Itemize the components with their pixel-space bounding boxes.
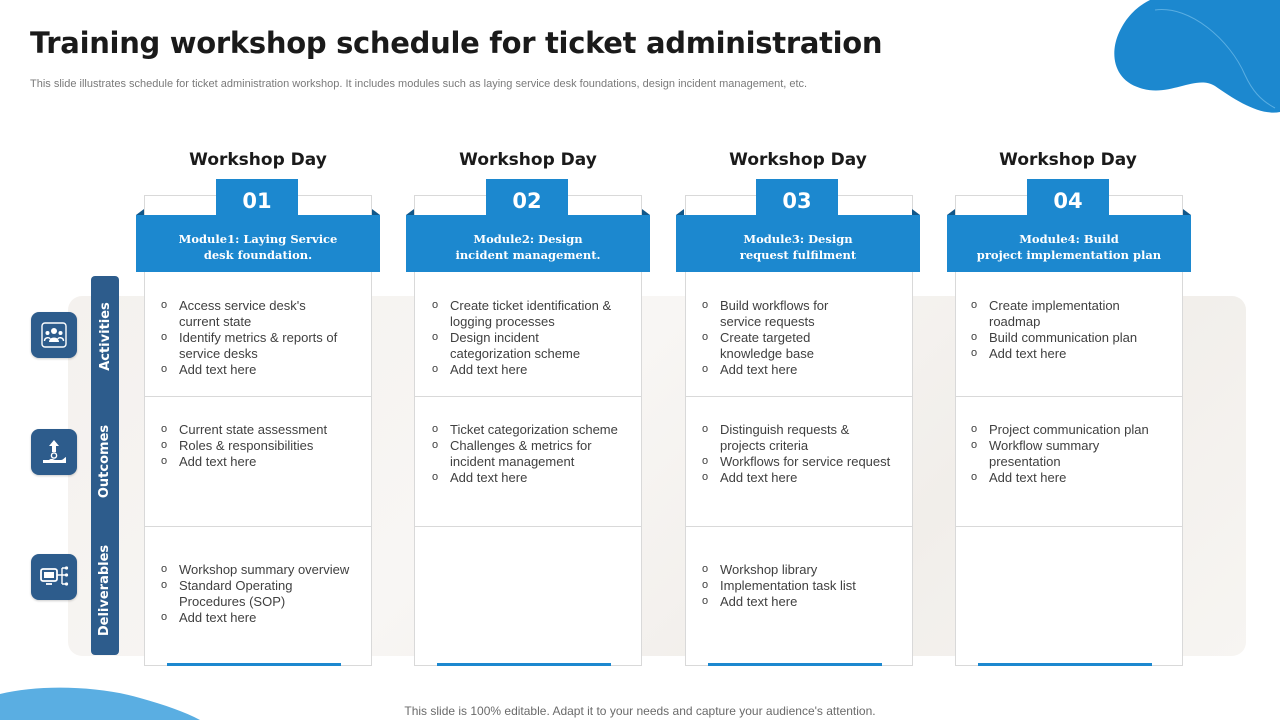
workshop-day-heading: Workshop Day [729,150,867,170]
row-label-outcomes: Outcomes [97,424,113,498]
list-item: o Add text here [701,594,911,610]
list-item: o Workshop library [701,562,911,578]
list-item: o Add text here [431,470,641,486]
activities-cell [701,298,911,378]
monitor-network-icon [31,554,77,600]
activities-cell [970,298,1180,362]
list-item: o Design incident categorization scheme [431,330,641,362]
list-item: o Roles & responsibilities [160,438,370,454]
slide-footer: This slide is 100% editable. Adapt it to your needs and capture your audience's attention. [404,704,876,718]
module-title: Module3: Design request fulfilment [739,232,857,262]
list-item: o Add text here [160,610,370,626]
list-item: o Identify metrics & reports of service desks [160,330,370,362]
outcomes-cell [160,422,370,470]
list-item: o Standard Operating Procedures (SOP) [160,578,370,610]
list-item: o Challenges & metrics for incident management [431,438,641,470]
list-item: o Ticket categorization scheme [431,422,641,438]
module-band [406,215,650,272]
module-title: Module2: Design incident management. [455,232,601,262]
module-title: Module1: Laying Service desk foundation. [178,232,338,262]
list-item: o Create ticket identification & logging processes [431,298,641,330]
outcomes-cell [970,422,1180,486]
list-item: o Add text here [701,470,911,486]
list-item: o Build workflows for service requests [701,298,911,330]
activities-cell [431,298,641,378]
hand-growth-icon [31,429,77,475]
slide-title: Training workshop schedule for ticket administration [30,26,883,60]
module-band [136,215,380,272]
list-item: o Add text here [970,470,1180,486]
workshop-day-heading: Workshop Day [999,150,1137,170]
outcomes-cell [701,422,911,486]
list-item: o Project communication plan [970,422,1180,438]
list-item: o Access service desk's current state [160,298,370,330]
list-item: o Workshop summary overview [160,562,370,578]
day-number-badge: 04 [1027,179,1109,223]
activities-cell [160,298,370,378]
module-band [947,215,1191,272]
list-item: o Workflows for service request [701,454,911,470]
list-item: o Add text here [970,346,1180,362]
list-item: o Distinguish requests & projects criteria [701,422,911,454]
list-item: o Current state assessment [160,422,370,438]
list-item: o Create targeted knowledge base [701,330,911,362]
list-item: o Add text here [160,454,370,470]
workshop-day-heading: Workshop Day [459,150,597,170]
list-item: o Add text here [160,362,370,378]
workshop-day-heading: Workshop Day [189,150,327,170]
list-item: o Create implementation roadmap [970,298,1180,330]
list-item: o Add text here [431,362,641,378]
day-number-badge: 01 [216,179,298,223]
row-label-activities: Activities [97,301,113,371]
deliverables-cell [160,562,370,626]
day-number-badge: 02 [486,179,568,223]
row-label-deliverables: Deliverables [97,544,113,637]
list-item: o Implementation task list [701,578,911,594]
module-title: Module4: Build project implementation plan [976,232,1162,262]
outcomes-cell [431,422,641,486]
decorative-blob-top [1110,0,1280,115]
module-band [676,215,920,272]
list-item: o Workflow summary presentation [970,438,1180,470]
team-icon [31,312,77,358]
day-number-badge: 03 [756,179,838,223]
list-item: o Build communication plan [970,330,1180,346]
slide-subtitle: This slide illustrates schedule for ticket administration workshop. It includes modules such as laying service desk foundations, design incident management, etc. [30,78,808,90]
list-item: o Add text here [701,362,911,378]
deliverables-cell [701,562,911,610]
